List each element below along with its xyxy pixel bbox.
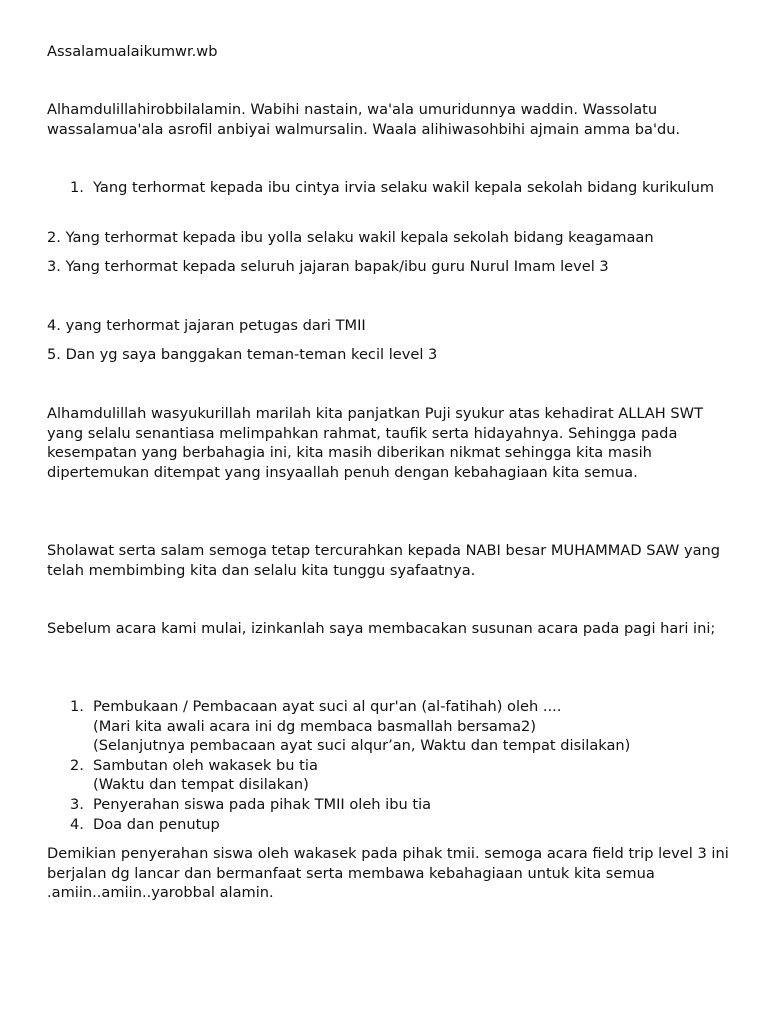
agenda-item-line: Sambutan oleh wakasek bu tia	[93, 756, 318, 774]
gratitude-paragraph: Alhamdulillah wasyukurillah marilah kita panjatkan Puji syukur atas kehadirat ALLAH SWT yang selalu senantiasa melimpahkan rahmat, taufik serta hidayahnya. Sehingga pada kesempatan yang berbahagia ini, kita masih diberikan nikmat sehingga kita masih dipertemukan ditempat yang insyaallah penuh dengan kebahagiaan kita semua.	[47, 405, 704, 481]
agenda-item-line: Pembukaan / Pembacaan ayat suci al qur'an (al-fatihah) oleh ....	[93, 698, 562, 715]
agenda-item	[47, 756, 737, 795]
agenda-item-number: 2.	[70, 756, 84, 774]
agenda-item-line: Penyerahan siswa pada pihak TMII oleh ibu tia	[93, 795, 432, 813]
greeting: Assalamualaikumwr.wb	[47, 43, 218, 60]
agenda-item-number: 4.	[70, 815, 84, 833]
opening-paragraph: Alhamdulillahirobbilalamin. Wabihi nastain, wa'ala umuridunnya waddin. Wassolatu wassalamua'ala asrofil anbiyai walmursalin. Waala alihiwasohbihi ajmain amma ba'du.	[47, 101, 681, 138]
agenda-item-line: (Selanjutnya pembacaan ayat suci alqur’an, Waktu dan tempat disilakan)	[93, 737, 631, 755]
list-item-number: 1.	[70, 179, 84, 196]
agenda-item-line: (Waktu dan tempat disilakan)	[93, 776, 309, 794]
list-item	[47, 178, 737, 198]
list-item-text: Yang terhormat kepada ibu cintya irvia selaku wakil kepala sekolah bidang kurikulum	[93, 179, 715, 196]
agenda-item-number: 3.	[70, 795, 84, 813]
closing-paragraph: Demikian penyerahan siswa oleh wakasek pada pihak tmii. semoga acara field trip level 3 ini berjalan dg lancar dan bermanfaat serta membawa kebahagiaan untuk kita semua .amiin..amiin..yarobbal alamin.	[47, 845, 729, 902]
salutation-5: 5. Dan yg saya banggakan teman-teman kecil level 3	[47, 346, 438, 363]
agenda-item-line: Doa dan penutup	[93, 815, 220, 833]
agenda-list	[47, 697, 737, 834]
agenda-item-number: 1.	[70, 698, 84, 715]
intro-paragraph: Sebelum acara kami mulai, izinkanlah saya membacakan susunan acara pada pagi hari ini;	[47, 620, 716, 637]
salutation-4: 4. yang terhormat jajaran petugas dari TMII	[47, 317, 366, 334]
salutation-3: 3. Yang terhormat kepada seluruh jajaran bapak/ibu guru Nurul Imam level 3	[47, 258, 609, 275]
sholawat-paragraph: Sholawat serta salam semoga tetap tercurahkan kepada NABI besar MUHAMMAD SAW yang telah membimbing kita dan selalu kita tunggu syafaatnya.	[47, 542, 721, 579]
agenda-item	[47, 815, 737, 835]
agenda-item	[47, 795, 737, 815]
agenda-item	[47, 697, 737, 756]
agenda-item-line: (Mari kita awali acara ini dg membaca basmallah bersama2)	[93, 717, 537, 735]
salutation-list-first	[47, 178, 737, 198]
salutation-2: 2. Yang terhormat kepada ibu yolla selaku wakil kepala sekolah bidang keagamaan	[47, 229, 654, 246]
